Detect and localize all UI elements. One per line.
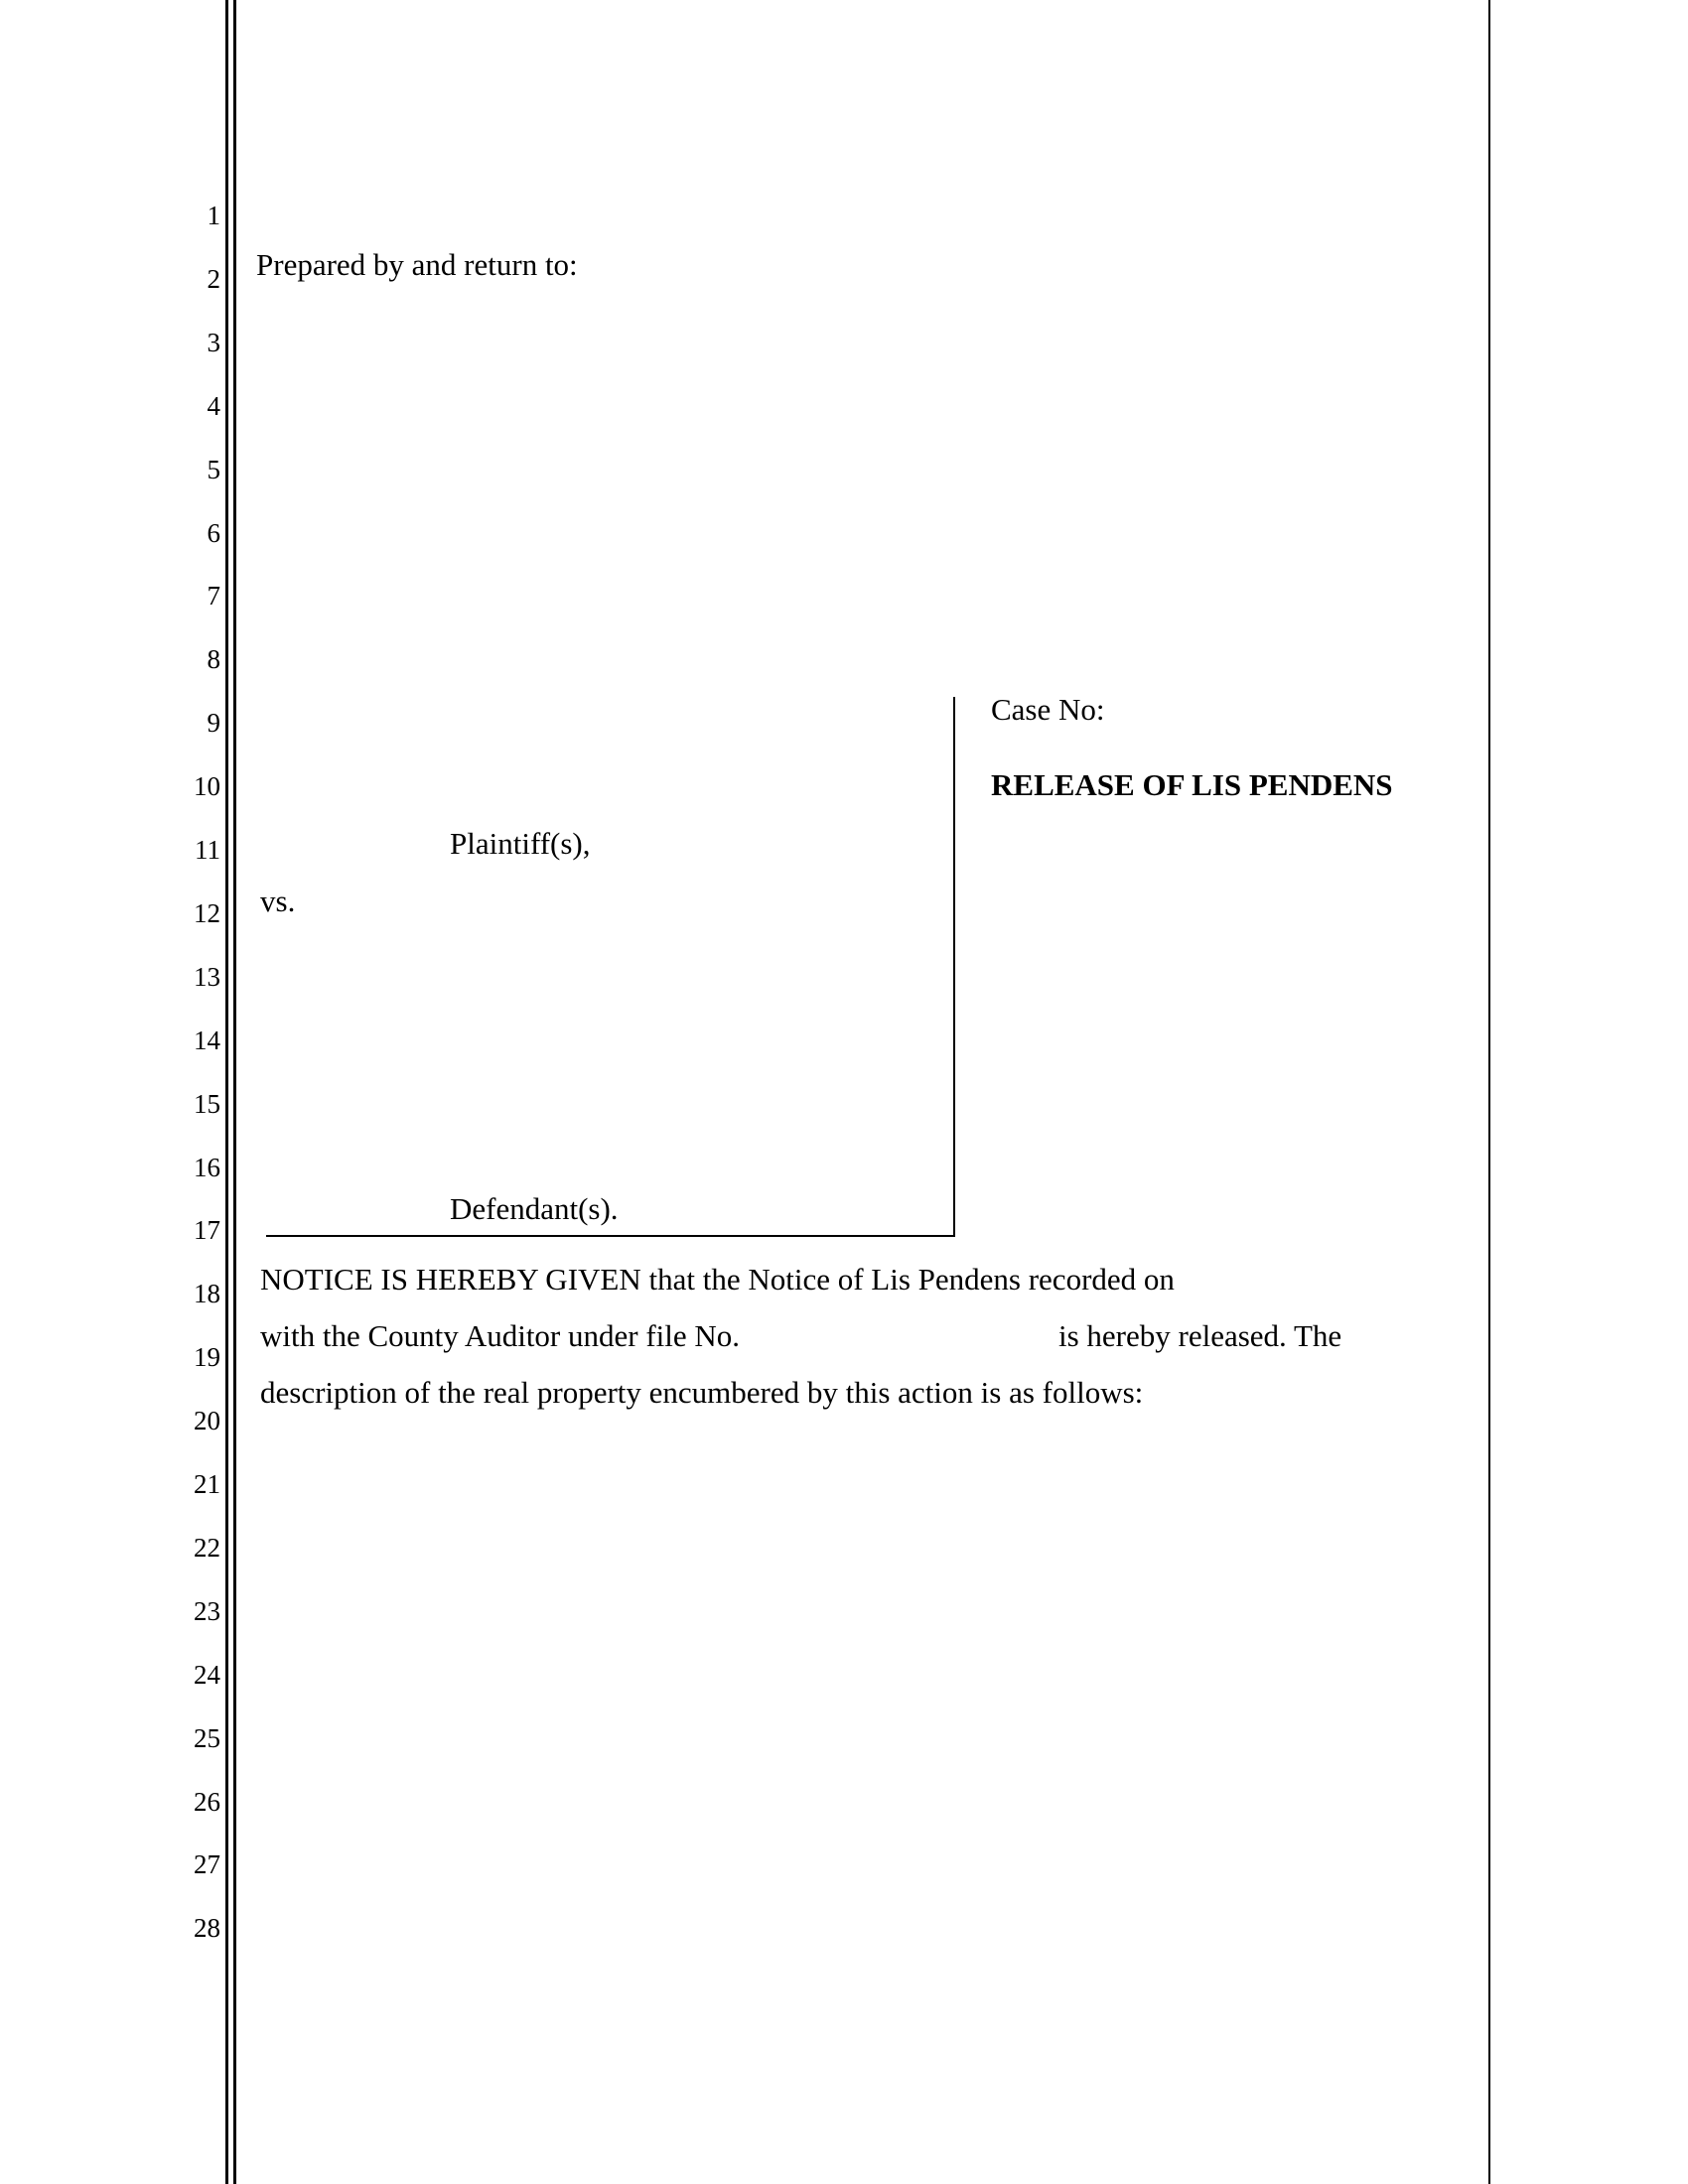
- line-number: 19: [194, 1342, 220, 1372]
- line-number: 3: [207, 328, 220, 357]
- caption-horizontal-divider: [266, 1235, 955, 1237]
- line-number: 9: [207, 708, 220, 738]
- line-number: 18: [194, 1279, 220, 1308]
- line-number: 28: [194, 1913, 220, 1943]
- case-number-label: Case No:: [991, 692, 1105, 727]
- line-number: 26: [194, 1787, 220, 1817]
- notice-line-1: NOTICE IS HEREBY GIVEN that the Notice of Lis Pendens recorded on: [260, 1262, 1175, 1297]
- notice-line-3: description of the real property encumbered by this action is as follows:: [260, 1375, 1144, 1410]
- line-number: 23: [194, 1596, 220, 1626]
- line-number: 20: [194, 1406, 220, 1435]
- line-number: 7: [207, 581, 220, 611]
- line-number: 1: [207, 201, 220, 230]
- line-number: 13: [194, 962, 220, 992]
- line-number: 6: [207, 518, 220, 548]
- line-number: 10: [194, 771, 220, 801]
- left-margin-rule-inner: [233, 0, 236, 2184]
- line-number: 22: [194, 1533, 220, 1563]
- line-number: 16: [194, 1153, 220, 1182]
- defendant-label: Defendant(s).: [450, 1191, 619, 1226]
- line-number: 17: [194, 1215, 220, 1245]
- line-number: 5: [207, 455, 220, 484]
- line-number-column: [169, 0, 220, 2184]
- line-number: 21: [194, 1469, 220, 1499]
- line-number: 11: [195, 835, 220, 865]
- right-margin-rule: [1488, 0, 1490, 2184]
- plaintiff-label: Plaintiff(s),: [450, 826, 591, 861]
- line-number: 27: [194, 1849, 220, 1879]
- caption-vertical-divider: [953, 697, 955, 1237]
- line-number: 14: [194, 1025, 220, 1055]
- line-number: 4: [207, 391, 220, 421]
- notice-line-2-end: is hereby released. The: [1058, 1318, 1342, 1353]
- versus-label: vs.: [260, 884, 296, 918]
- line-number: 8: [207, 644, 220, 674]
- line-number: 12: [194, 898, 220, 928]
- line-number: 25: [194, 1723, 220, 1753]
- line-number: 2: [207, 264, 220, 294]
- prepared-by-label: Prepared by and return to:: [256, 247, 578, 282]
- line-number: 24: [194, 1660, 220, 1690]
- line-number: 15: [194, 1089, 220, 1119]
- document-title: RELEASE OF LIS PENDENS: [991, 767, 1393, 802]
- left-margin-rule-outer: [225, 0, 228, 2184]
- notice-line-2-start: with the County Auditor under file No.: [260, 1318, 741, 1353]
